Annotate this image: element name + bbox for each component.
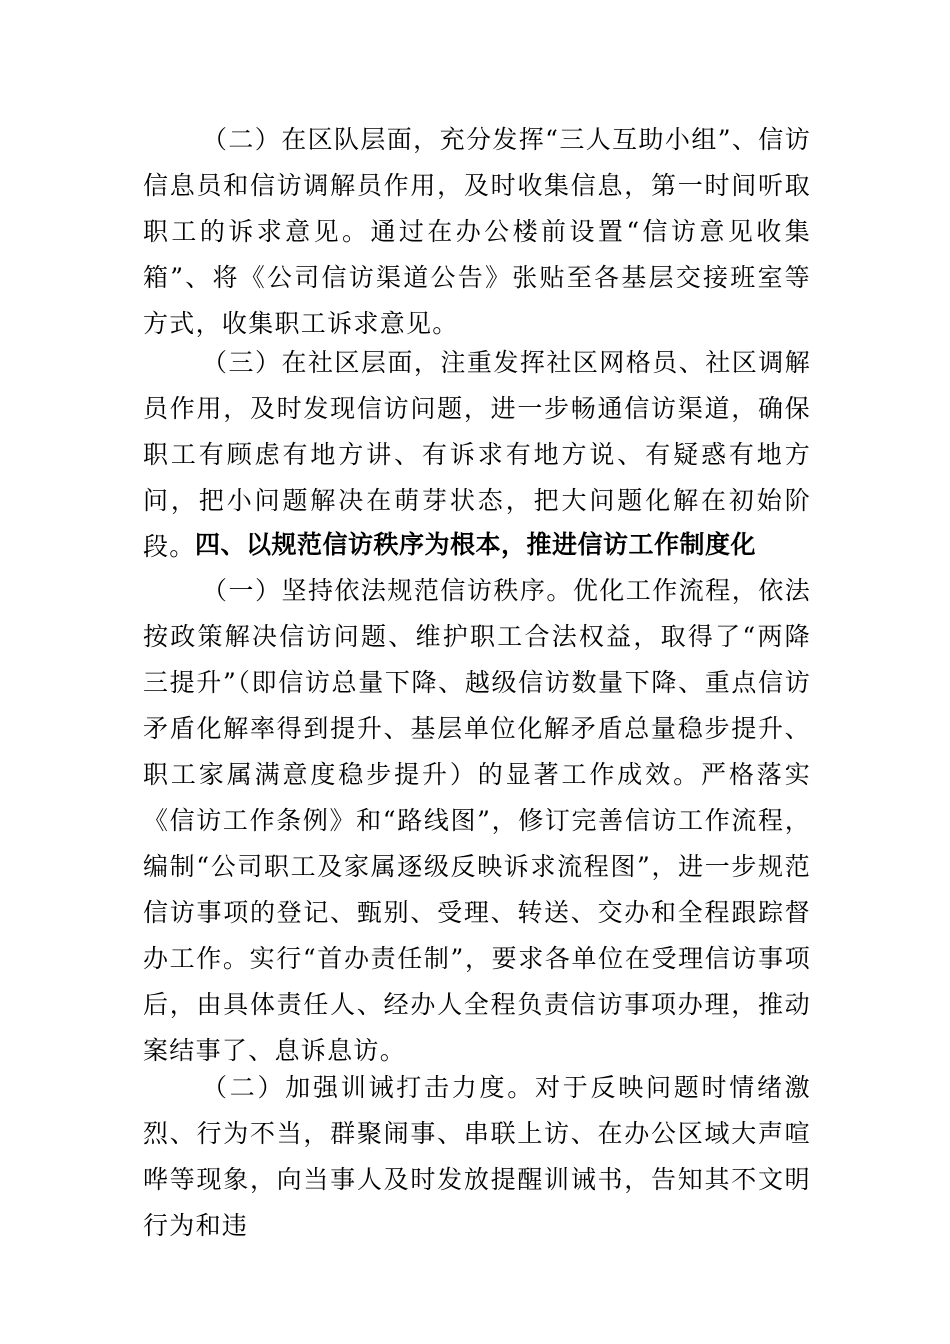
paragraph-lead: （二）加强训诫打击力度。: [202, 1073, 535, 1102]
paragraph-lead: （一）坚持依法规范信访秩序。: [202, 576, 573, 605]
paragraph-body: 注重发挥社区网格员、社区调解员作用，及时发现信访问题，进一步畅通信访渠道，确保职工有顾虑有地方讲、有诉求有地方说、有疑惑有地方问，把小问题解决在萌芽状态，把大问题化解在初始阶段。: [143, 348, 812, 561]
paragraph-district-team: [143, 117, 811, 347]
paragraph-body: 对于反映问题时情绪激烈、行为不当，群聚闹事、串联上访、在办公区域大声喧哗等现象，向当事人及时发放提醒训诫书，告知其不文明行为和违: [143, 1073, 811, 1240]
section-heading: 四、以规范信访秩序为根本，推进信访工作制度化: [195, 530, 757, 559]
paragraph-admonition: [143, 1065, 811, 1249]
paragraph-body: 优化工作流程，依法按政策解决信访问题、维护职工合法权益，取得了“两降三提升”（即信访总量下降、越级信访数量下降、重点信访矛盾化解率得到提升、基层单位化解矛盾总量稳步提升、职工家属满意度稳步提升）的显著工作成效。严格落实《信访工作条例》和“路线图”，修订完善信访工作流程，编制“公司职工及家属逐级反映诉求流程图”，进一步规范信访事项的登记、甄别、受理、转送、交办和全程跟踪督办工作。实行“首办责任制”，要求各单位在受理信访事项后，由具体责任人、经办人全程负责信访事项办理，推动案结事了、息诉息访。: [143, 576, 812, 1065]
paragraph-lead: （二）在区队层面，: [202, 125, 440, 154]
paragraph-body: 充分发挥“三人互助小组”、信访信息员和信访调解员作用，及时收集信息，第一时间听取职工的诉求意见。通过在办公楼前设置“信访意见收集箱”、将《公司信访渠道公告》张贴至各基层交接班室等方式，收集职工诉求意见。: [143, 125, 811, 338]
paragraph-lawful-order: [143, 568, 811, 1074]
paragraph-lead: （三）在社区层面，: [202, 348, 441, 377]
